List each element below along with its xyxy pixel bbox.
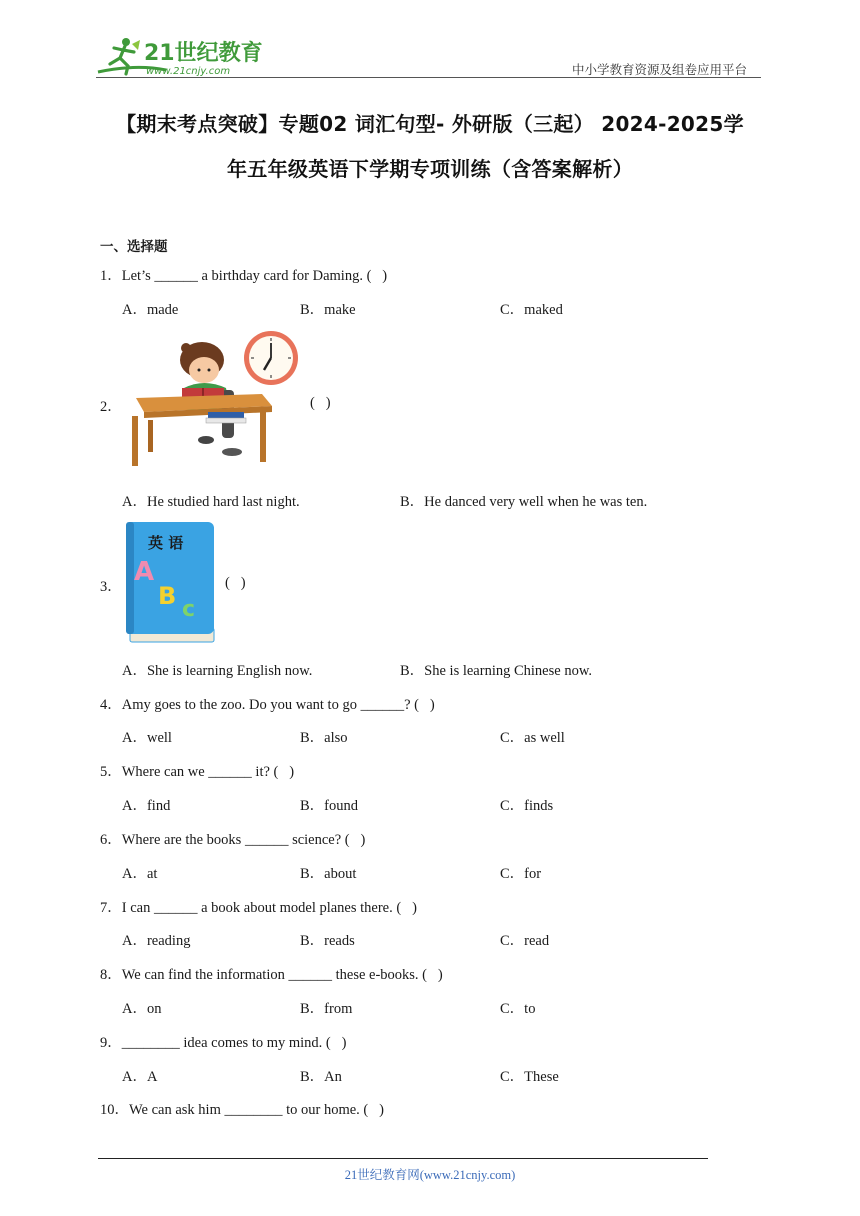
question-text: ________ idea comes to my mind. ( )	[121, 1035, 347, 1051]
question-number: 5．	[100, 764, 122, 780]
question-text: I can ______ a book about model planes there. ( )	[121, 900, 417, 916]
question-4	[100, 693, 435, 714]
question-7	[100, 896, 417, 917]
option-b[interactable]: B．about	[300, 866, 357, 882]
option-b[interactable]: B．from	[300, 1001, 353, 1017]
question-8	[100, 963, 443, 984]
option-c[interactable]: C．maked	[500, 302, 563, 318]
option-b[interactable]: B．make	[300, 302, 356, 318]
question-number: 4．	[100, 697, 122, 713]
option-a[interactable]: A．reading	[122, 933, 191, 949]
question-number: 9．	[100, 1035, 122, 1051]
question-number: 1．	[100, 268, 122, 284]
option-a[interactable]: A．well	[122, 730, 172, 746]
option-a[interactable]: A．She is learning English now.	[122, 663, 313, 679]
footer-link[interactable]: 21世纪教育网(www.21cnjy.com)	[344, 1168, 516, 1182]
question-6	[100, 828, 365, 849]
header-divider	[96, 77, 761, 78]
question-2-blank: ( )	[310, 395, 331, 411]
document-title-line-2: 年五年级英语下学期专项训练（含答案解析）	[227, 157, 633, 181]
question-number: 7．	[100, 900, 122, 916]
site-logo	[96, 34, 271, 78]
question-text: Let’s ______ a birthday card for Daming. ( )	[121, 268, 388, 284]
question-1	[100, 264, 387, 285]
question-9	[100, 1031, 346, 1052]
option-b[interactable]: B．An	[300, 1069, 342, 1085]
option-a[interactable]: A．at	[122, 866, 158, 882]
option-b[interactable]: B．also	[300, 730, 348, 746]
option-a[interactable]: A．He studied hard last night.	[122, 494, 300, 510]
option-c[interactable]: C．These	[500, 1069, 559, 1085]
document-title-line-1: 【期末考点突破】专题02 词汇句型- 外研版（三起） 2024-2025学	[116, 112, 744, 136]
question-text: Where are the books ______ science? ( )	[121, 832, 366, 848]
option-c[interactable]: C．for	[500, 866, 542, 882]
footer-divider	[98, 1158, 708, 1159]
question-3-number: 3．	[100, 579, 122, 595]
option-b[interactable]: B．found	[300, 798, 358, 814]
question-number: 6．	[100, 832, 122, 848]
svg-text:21世纪教育: 21世纪教育	[144, 41, 263, 66]
option-a[interactable]: A．find	[122, 798, 171, 814]
question-text: Where can we ______ it? ( )	[121, 764, 295, 780]
option-b[interactable]: B．He danced very well when he was ten.	[400, 494, 648, 510]
option-a[interactable]: A．made	[122, 302, 179, 318]
option-c[interactable]: C．read	[500, 933, 550, 949]
question-3-blank: ( )	[225, 575, 246, 591]
section-heading: 一、选择题	[100, 239, 168, 255]
svg-text:A: A	[134, 557, 155, 587]
english-book-illustration	[124, 520, 218, 646]
question-5	[100, 760, 294, 781]
svg-text:www.21cnjy.com: www.21cnjy.com	[146, 66, 231, 77]
header-tagline: 中小学教育资源及组卷应用平台	[572, 62, 748, 77]
svg-text:c: c	[182, 597, 196, 622]
question-text: Amy goes to the zoo. Do you want to go ______? ( )	[121, 697, 435, 713]
option-b[interactable]: B．reads	[300, 933, 355, 949]
option-c[interactable]: C．as well	[500, 730, 565, 746]
option-c[interactable]: C．finds	[500, 798, 554, 814]
runner-logo-icon	[96, 34, 271, 78]
option-a[interactable]: A．A	[122, 1069, 158, 1085]
question-number: 10．	[100, 1102, 129, 1118]
option-c[interactable]: C．to	[500, 1001, 536, 1017]
question-text: We can find the information ______ these e-books. ( )	[121, 967, 443, 983]
option-a[interactable]: A．on	[122, 1001, 162, 1017]
boy-reading-illustration	[122, 328, 304, 472]
question-number: 8．	[100, 967, 122, 983]
question-text: We can ask him ________ to our home. ( )	[129, 1102, 384, 1118]
option-b[interactable]: B．She is learning Chinese now.	[400, 663, 592, 679]
svg-text:英 语: 英 语	[148, 534, 184, 552]
question-10	[100, 1098, 384, 1119]
svg-text:B: B	[158, 582, 177, 610]
question-2-number: 2．	[100, 399, 122, 415]
